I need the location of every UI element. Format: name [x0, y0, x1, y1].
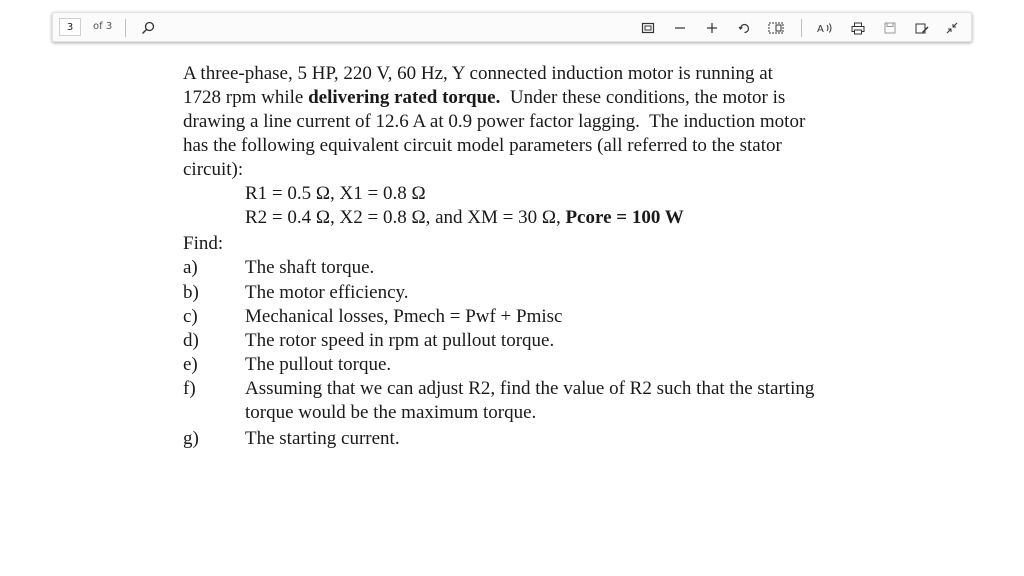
- exit-fullscreen-icon[interactable]: [941, 17, 963, 39]
- zoom-in-icon[interactable]: [701, 17, 723, 39]
- save-as-icon[interactable]: [911, 17, 933, 39]
- intro-line-5: circuit):: [183, 159, 244, 180]
- search-icon[interactable]: [137, 17, 159, 39]
- parameters-line-1: R1 = 0.5 Ω, X1 = 0.8 Ω: [245, 183, 426, 204]
- intro-line-2: [183, 87, 785, 109]
- intro-line-1: A three-phase, 5 HP, 220 V, 60 Hz, Y connected induction motor is running at: [183, 63, 773, 84]
- find-label: Find:: [183, 233, 224, 254]
- parameters-line-2: [245, 207, 684, 229]
- svg-text:A: A: [817, 24, 824, 34]
- pcore-value: Pcore = 100 W: [565, 207, 684, 228]
- toolbar-divider: [125, 19, 126, 37]
- item-label-e: e): [183, 354, 198, 375]
- page-total-label: of 3: [93, 21, 113, 32]
- item-label-f: f): [183, 378, 196, 399]
- item-text-g: The starting current.: [245, 428, 400, 449]
- intro-line-3: drawing a line current of 12.6 A at 0.9 power factor lagging. The induction motor: [183, 111, 806, 132]
- intro-text: Under these conditions, the motor is: [500, 87, 786, 108]
- page-number-input[interactable]: 3: [59, 18, 81, 36]
- fit-page-icon[interactable]: [637, 17, 659, 39]
- pdf-toolbar: [52, 12, 972, 42]
- item-text-c: Mechanical losses, Pmech = Pwf + Pmisc: [245, 306, 563, 327]
- item-label-b: b): [183, 282, 199, 303]
- print-icon[interactable]: [847, 17, 869, 39]
- item-text-f-cont: torque would be the maximum torque.: [245, 402, 537, 423]
- page-view-icon[interactable]: [765, 17, 787, 39]
- item-label-c: c): [183, 306, 198, 327]
- parameters-text: R2 = 0.4 Ω, X2 = 0.8 Ω, and XM = 30 Ω,: [245, 207, 566, 228]
- item-text-f: Assuming that we can adjust R2, find the value of R2 such that the starting: [245, 378, 815, 399]
- item-text-a: The shaft torque.: [245, 257, 375, 278]
- toolbar-divider: [801, 19, 802, 37]
- intro-line-4: has the following equivalent circuit model parameters (all referred to the stator: [183, 135, 782, 156]
- item-label-d: d): [183, 330, 199, 351]
- item-text-d: The rotor speed in rpm at pullout torque.: [245, 330, 555, 351]
- intro-text: 1728 rpm while: [183, 87, 309, 108]
- save-icon[interactable]: [879, 17, 901, 39]
- rotate-icon[interactable]: [733, 17, 755, 39]
- read-aloud-icon[interactable]: [815, 17, 837, 39]
- item-label-a: a): [183, 257, 198, 278]
- zoom-out-icon[interactable]: [669, 17, 691, 39]
- item-label-g: g): [183, 428, 199, 449]
- bold-emphasis: delivering rated torque.: [308, 87, 501, 108]
- item-text-b: The motor efficiency.: [245, 282, 409, 303]
- item-text-e: The pullout torque.: [245, 354, 392, 375]
